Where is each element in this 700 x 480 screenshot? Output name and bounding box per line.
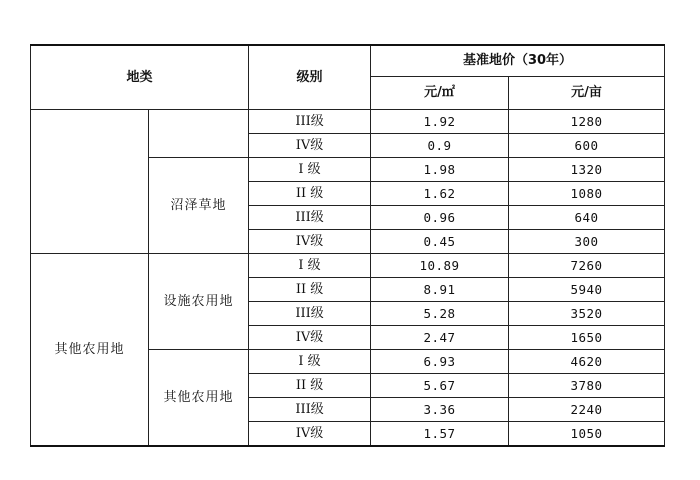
table-body (31, 45, 665, 446)
price-sqm-cell: 1.98 (371, 158, 509, 182)
price-sqm-cell: 1.57 (371, 422, 509, 447)
price-sqm-cell: 1.92 (371, 110, 509, 134)
header-land-type: 地类 (31, 45, 249, 110)
price-sqm-cell: 1.62 (371, 182, 509, 206)
grade-cell: III级 (249, 206, 371, 230)
header-row-1 (31, 45, 665, 77)
price-mu-cell: 5940 (509, 278, 665, 302)
price-sqm-cell: 0.96 (371, 206, 509, 230)
price-mu-cell: 1050 (509, 422, 665, 447)
subgroup-cell-other-agricultural: 其他农用地 (149, 350, 249, 447)
group-cell-other-agricultural: 其他农用地 (31, 254, 149, 447)
grade-cell: III级 (249, 398, 371, 422)
header-unit-sqm: 元/㎡ (371, 77, 509, 110)
price-mu-cell: 4620 (509, 350, 665, 374)
price-mu-cell: 2240 (509, 398, 665, 422)
price-mu-cell: 1080 (509, 182, 665, 206)
header-unit-mu: 元/亩 (509, 77, 665, 110)
land-price-table-wrapper (30, 44, 664, 449)
grade-cell: I 级 (249, 350, 371, 374)
price-mu-cell: 3780 (509, 374, 665, 398)
grade-cell: II 级 (249, 278, 371, 302)
grade-cell: III级 (249, 302, 371, 326)
price-sqm-cell: 2.47 (371, 326, 509, 350)
price-sqm-cell: 6.93 (371, 350, 509, 374)
price-mu-cell: 1650 (509, 326, 665, 350)
table-row (31, 254, 665, 278)
price-sqm-cell: 0.9 (371, 134, 509, 158)
price-sqm-cell: 3.36 (371, 398, 509, 422)
grade-cell: I 级 (249, 158, 371, 182)
price-mu-cell: 600 (509, 134, 665, 158)
grade-cell: IV级 (249, 230, 371, 254)
grade-cell: IV级 (249, 134, 371, 158)
price-sqm-cell: 8.91 (371, 278, 509, 302)
grade-cell: II 级 (249, 182, 371, 206)
grade-cell: II 级 (249, 374, 371, 398)
price-sqm-cell: 10.89 (371, 254, 509, 278)
price-mu-cell: 1320 (509, 158, 665, 182)
price-mu-cell: 3520 (509, 302, 665, 326)
grade-cell: III级 (249, 110, 371, 134)
grade-cell: I 级 (249, 254, 371, 278)
subgroup-cell-continued (149, 110, 249, 158)
land-price-table (30, 44, 665, 447)
price-mu-cell: 1280 (509, 110, 665, 134)
price-sqm-cell: 5.28 (371, 302, 509, 326)
group-cell-continued (31, 110, 149, 254)
header-base-price: 基准地价（30年） (371, 45, 665, 77)
price-mu-cell: 640 (509, 206, 665, 230)
table-row (31, 110, 665, 134)
grade-cell: IV级 (249, 422, 371, 447)
header-grade: 级别 (249, 45, 371, 110)
subgroup-cell-marsh-grassland: 沼泽草地 (149, 158, 249, 254)
grade-cell: IV级 (249, 326, 371, 350)
price-sqm-cell: 5.67 (371, 374, 509, 398)
price-mu-cell: 7260 (509, 254, 665, 278)
price-mu-cell: 300 (509, 230, 665, 254)
price-sqm-cell: 0.45 (371, 230, 509, 254)
subgroup-cell-facility-agricultural: 设施农用地 (149, 254, 249, 350)
